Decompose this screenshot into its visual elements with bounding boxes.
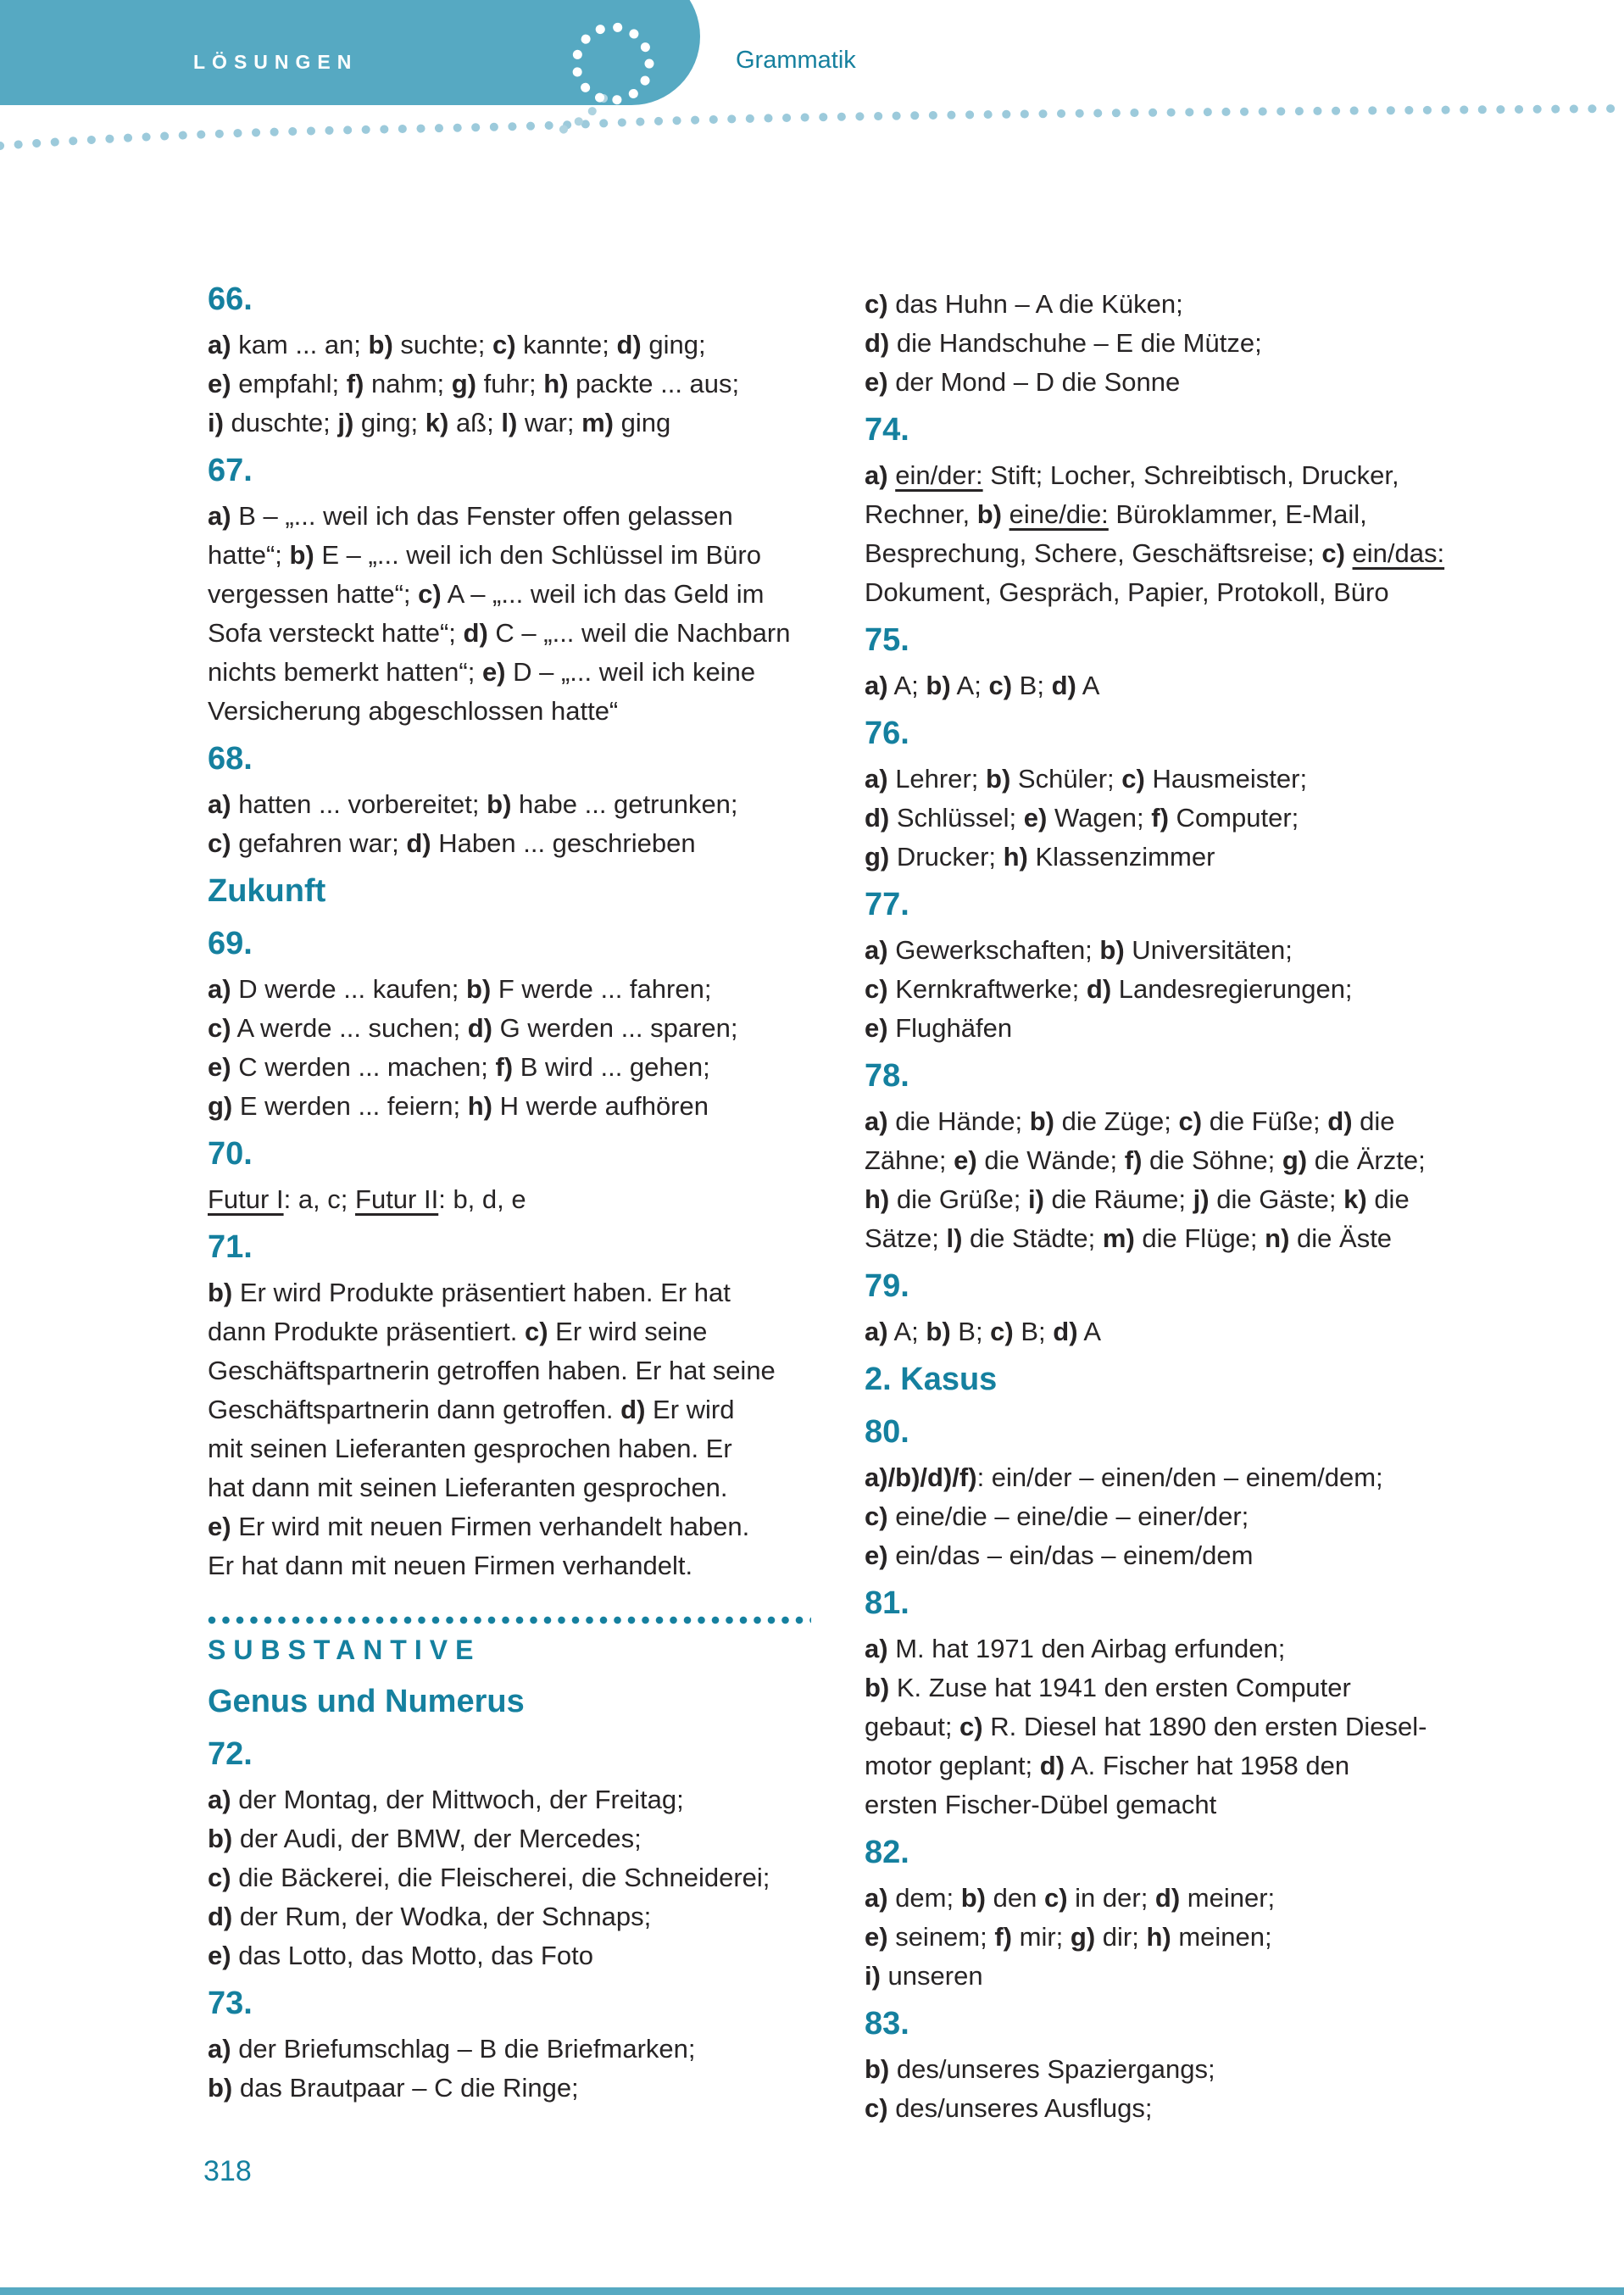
exercise-block	[865, 1836, 1496, 1996]
answer-line: h) die Grüße; i) die Räume; j) die Gäste; k) die	[865, 1184, 1410, 1214]
answer-line: i) duschte; j) ging; k) aß; l) war; m) ging	[208, 408, 671, 437]
answer-line: e) das Lotto, das Motto, das Foto	[208, 1941, 593, 1970]
exercise-block	[208, 927, 818, 1126]
answer-line: Besprechung, Schere, Geschäftsreise; c) ein/das:	[865, 538, 1445, 568]
section-title: SUBSTANTIVE	[208, 1635, 481, 1665]
answer-line: mit seinen Lieferanten gesprochen haben. Er	[208, 1434, 732, 1463]
answer-line: a) kam ... an; b) suchte; c) kannte; d) ging;	[208, 330, 706, 359]
answer-line: e) ein/das – ein/das – einem/dem	[865, 1540, 1254, 1570]
exercise-block	[208, 743, 818, 863]
answer-line: Sätze; l) die Städte; m) die Flüge; n) die Äste	[865, 1223, 1393, 1253]
answer-line: g) Drucker; h) Klassenzimmer	[865, 842, 1215, 872]
answer-line: c) eine/die – eine/die – einer/der;	[865, 1501, 1249, 1531]
answer-line: Geschäftspartnerin getroffen haben. Er hat seine	[208, 1356, 776, 1385]
answer-line: e) seinem; f) mir; g) dir; h) meinen;	[865, 1922, 1272, 1952]
answer-line: e) Flughäfen	[865, 1013, 1013, 1043]
exercise-block	[865, 1060, 1496, 1258]
answer-line: a) Lehrer; b) Schüler; c) Hausmeister;	[865, 764, 1308, 794]
answer-line: b) des/unseres Spaziergangs;	[865, 2054, 1215, 2084]
answer-line: g) E werden ... feiern; h) H werde aufhören	[208, 1091, 709, 1121]
answer-line: hatte“; b) E – „... weil ich den Schlüssel im Büro	[208, 540, 761, 570]
answer-line: nichts bemerkt hatten“; e) D – „... weil ich keine	[208, 657, 756, 687]
exercise-block	[208, 283, 818, 443]
answer-line: a) der Montag, der Mittwoch, der Freitag;	[208, 1785, 684, 1814]
answer-line: Versicherung abgeschlossen hatte“	[208, 696, 619, 726]
exercise-block	[208, 1138, 818, 1219]
exercise-block	[865, 2008, 1496, 2128]
answer-line: hat dann mit seinen Lieferanten gesprochen.	[208, 1473, 728, 1502]
answer-line: a) M. hat 1971 den Airbag erfunden;	[865, 1634, 1286, 1663]
answer-line: Geschäftspartnerin dann getroffen. d) Er wird	[208, 1395, 735, 1424]
answer-line: e) der Mond – D die Sonne	[865, 367, 1181, 397]
exercise-number: 79.	[865, 1268, 909, 1304]
answer-line: a) dem; b) den c) in der; d) meiner;	[865, 1883, 1276, 1913]
exercise-block	[865, 1270, 1496, 1351]
exercise-number: 81.	[865, 1585, 909, 1621]
answer-line: a) ein/der: Stift; Locher, Schreibtisch, Drucker,	[865, 460, 1399, 490]
exercise-number: 68.	[208, 741, 253, 777]
answer-line: a) hatten ... vorbereitet; b) habe ... getrunken;	[208, 789, 738, 819]
exercise-block	[865, 414, 1496, 612]
answer-line: a) A; b) B; c) B; d) A	[865, 1317, 1102, 1346]
exercise-number: 80.	[865, 1414, 909, 1450]
exercise-number: 67.	[208, 453, 253, 488]
exercise-block	[865, 717, 1496, 877]
answer-line: vergessen hatte“; c) A – „... weil ich das Geld im	[208, 579, 765, 609]
exercise-block	[865, 888, 1496, 1048]
answer-line: a) D werde ... kaufen; b) F werde ... fahren;	[208, 974, 712, 1004]
answer-line: c) gefahren war; d) Haben ... geschrieben	[208, 828, 696, 858]
exercise-number: 77.	[865, 887, 909, 922]
answer-line: c) A werde ... suchen; d) G werden ... sparen;	[208, 1013, 738, 1043]
subsection-heading: Genus und Numerus	[208, 1684, 525, 1719]
answer-line: d) die Handschuhe – E die Mütze;	[865, 328, 1262, 358]
page-badge: LÖSUNGEN	[193, 51, 359, 73]
subsection-heading: 2. Kasus	[865, 1362, 998, 1397]
answer-line: a) A; b) A; c) B; d) A	[865, 671, 1100, 700]
dotted-separator-icon	[208, 1616, 811, 1624]
answer-line: e) C werden ... machen; f) B wird ... gehen;	[208, 1052, 710, 1082]
section-label: Grammatik	[736, 47, 856, 74]
answer-line: c) des/unseres Ausflugs;	[865, 2093, 1153, 2123]
answer-line: b) der Audi, der BMW, der Mercedes;	[208, 1824, 642, 1853]
dotted-wave	[0, 109, 1624, 146]
exercise-number: 69.	[208, 926, 253, 961]
exercise-number: 76.	[865, 716, 909, 751]
exercise-block	[865, 624, 1496, 705]
exercise-number: 73.	[208, 1986, 253, 2021]
answer-line: ersten Fischer-Dübel gemacht	[865, 1790, 1217, 1819]
answer-line: Sofa versteckt hatte“; d) C – „... weil die Nachbarn	[208, 618, 791, 648]
exercise-block	[208, 1987, 818, 2108]
answer-line: e) Er wird mit neuen Firmen verhandelt haben.	[208, 1512, 750, 1541]
answer-line: b) Er wird Produkte präsentiert haben. Er hat	[208, 1278, 731, 1307]
answer-line: Rechner, b) eine/die: Büroklammer, E-Mail,	[865, 499, 1367, 529]
answer-line: a)/b)/d)/f): ein/der – einen/den – einem/dem;	[865, 1462, 1383, 1492]
exercise-number: 70.	[208, 1136, 253, 1172]
answer-line: a) B – „... weil ich das Fenster offen gelassen	[208, 501, 733, 531]
answer-line: dann Produkte präsentiert. c) Er wird seine	[208, 1317, 708, 1346]
answer-line: c) die Bäckerei, die Fleischerei, die Schneiderei;	[208, 1863, 770, 1892]
answer-line: i) unseren	[865, 1961, 983, 1991]
dotted-tail	[551, 98, 603, 134]
exercise-number: 71.	[208, 1229, 253, 1265]
exercise-block	[208, 1231, 818, 1585]
dotted-circle-icon	[576, 27, 649, 100]
answer-line: c) das Huhn – A die Küken;	[865, 289, 1183, 319]
answer-line: d) der Rum, der Wodka, der Schnaps;	[208, 1902, 652, 1931]
exercise-number: 75.	[865, 622, 909, 658]
answer-line: e) empfahl; f) nahm; g) fuhr; h) packte ... aus;	[208, 369, 740, 398]
exercise-number: 78.	[865, 1058, 909, 1094]
left-column	[208, 283, 818, 2120]
answer-line: Futur I: a, c; Futur II: b, d, e	[208, 1184, 526, 1214]
exercise-number: 66.	[208, 281, 253, 317]
bottom-band	[0, 2287, 1624, 2295]
answer-line: gebaut; c) R. Diesel hat 1890 den ersten Diesel-	[865, 1712, 1427, 1741]
answer-line: c) Kernkraftwerke; d) Landesregierungen;	[865, 974, 1353, 1004]
exercise-block	[208, 1738, 818, 1975]
answer-line: Er hat dann mit neuen Firmen verhandelt.	[208, 1551, 693, 1580]
header-decoration	[0, 0, 1624, 195]
exercise-number: 74.	[865, 412, 909, 448]
answer-line: a) der Briefumschlag – B die Briefmarken;	[208, 2034, 696, 2064]
subsection-heading: Zukunft	[208, 873, 326, 909]
exercise-number: 72.	[208, 1736, 253, 1772]
right-column	[865, 285, 1496, 2140]
exercise-number: 82.	[865, 1835, 909, 1870]
page-number: 318	[203, 2155, 252, 2187]
answer-line: Dokument, Gespräch, Papier, Protokoll, Büro	[865, 577, 1389, 607]
answer-line: a) Gewerkschaften; b) Universitäten;	[865, 935, 1293, 965]
answer-line: d) Schlüssel; e) Wagen; f) Computer;	[865, 803, 1299, 833]
answer-line: b) K. Zuse hat 1941 den ersten Computer	[865, 1673, 1351, 1702]
answer-line: Zähne; e) die Wände; f) die Söhne; g) die Ärzte;	[865, 1145, 1426, 1175]
exercise-block	[865, 1416, 1496, 1575]
answer-line: a) die Hände; b) die Züge; c) die Füße; d) die	[865, 1106, 1395, 1136]
exercise-block	[865, 1587, 1496, 1824]
exercise-continuation-block	[865, 285, 1496, 402]
exercise-number: 83.	[865, 2006, 909, 2042]
answer-line: motor geplant; d) A. Fischer hat 1958 den	[865, 1751, 1350, 1780]
exercise-block	[208, 454, 818, 731]
answer-line: b) das Brautpaar – C die Ringe;	[208, 2073, 579, 2103]
